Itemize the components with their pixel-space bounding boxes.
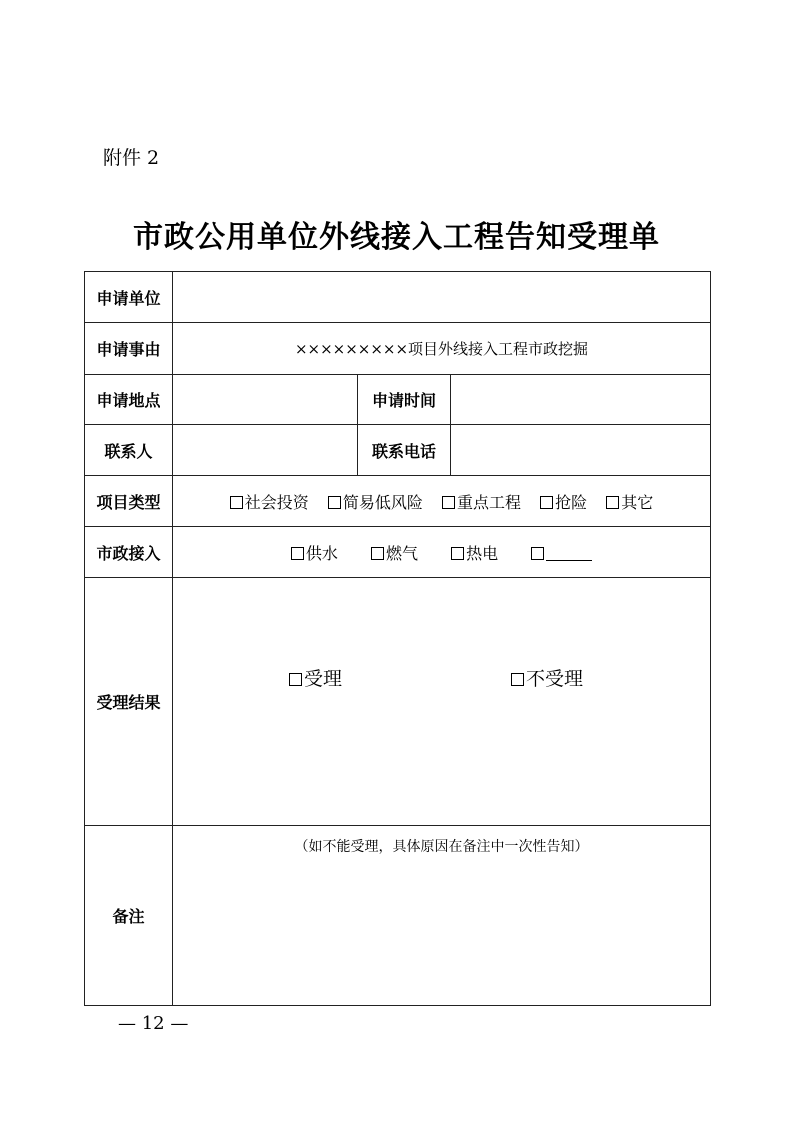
- remark-field[interactable]: [173, 826, 711, 1006]
- contact-label: 联系人: [85, 425, 173, 476]
- municipal-label: 市政接入: [85, 527, 173, 578]
- checkbox-icon: [291, 547, 304, 560]
- remark-note: （如不能受理，具体原因在备注中一次性告知）: [294, 839, 589, 855]
- checkbox-icon: [289, 673, 302, 686]
- checkbox-custom[interactable]: [531, 544, 592, 563]
- checkbox-key-project[interactable]: 重点工程: [442, 493, 521, 512]
- applicant-unit-field[interactable]: [173, 272, 711, 323]
- checkbox-icon: [511, 673, 524, 686]
- applicant-unit-label: 申请单位: [85, 272, 173, 323]
- result-label: 受理结果: [85, 578, 173, 826]
- reason-label: 申请事由: [85, 323, 173, 375]
- checkbox-icon: [371, 547, 384, 560]
- checkbox-simple-low-risk[interactable]: 简易低风险: [328, 493, 423, 512]
- attachment-label: 附件 2: [103, 147, 160, 169]
- checkbox-icon: [606, 496, 619, 509]
- page-title: 市政公用单位外线接入工程告知受理单: [133, 220, 660, 255]
- reason-field[interactable]: ×××××××××项目外线接入工程市政挖掘: [173, 323, 711, 375]
- location-field[interactable]: [173, 375, 358, 425]
- time-label: 申请时间: [358, 375, 451, 425]
- checkbox-icon: [328, 496, 341, 509]
- checkbox-icon: [442, 496, 455, 509]
- acceptance-form: [84, 271, 711, 1006]
- contact-field[interactable]: [173, 425, 358, 476]
- phone-field[interactable]: [451, 425, 711, 476]
- time-field[interactable]: [451, 375, 711, 425]
- checkbox-heat-power[interactable]: 热电: [451, 544, 498, 563]
- result-cell: [173, 578, 711, 826]
- result-reject-option[interactable]: 不受理: [511, 664, 583, 691]
- checkbox-icon: [230, 496, 243, 509]
- municipal-options: [173, 527, 711, 578]
- page-number: — 12 —: [118, 1013, 189, 1034]
- checkbox-other[interactable]: 其它: [606, 493, 653, 512]
- checkbox-gas[interactable]: 燃气: [371, 544, 418, 563]
- result-accept-option[interactable]: 受理: [289, 664, 342, 691]
- project-type-label: 项目类型: [85, 476, 173, 527]
- location-label: 申请地点: [85, 375, 173, 425]
- blank-line[interactable]: [546, 546, 592, 561]
- project-type-options: [173, 476, 711, 527]
- checkbox-water[interactable]: 供水: [291, 544, 338, 563]
- checkbox-icon: [531, 547, 544, 560]
- remark-label: 备注: [85, 826, 173, 1006]
- checkbox-emergency[interactable]: 抢险: [540, 493, 587, 512]
- checkbox-social-investment[interactable]: 社会投资: [230, 493, 309, 512]
- phone-label: 联系电话: [358, 425, 451, 476]
- checkbox-icon: [540, 496, 553, 509]
- checkbox-icon: [451, 547, 464, 560]
